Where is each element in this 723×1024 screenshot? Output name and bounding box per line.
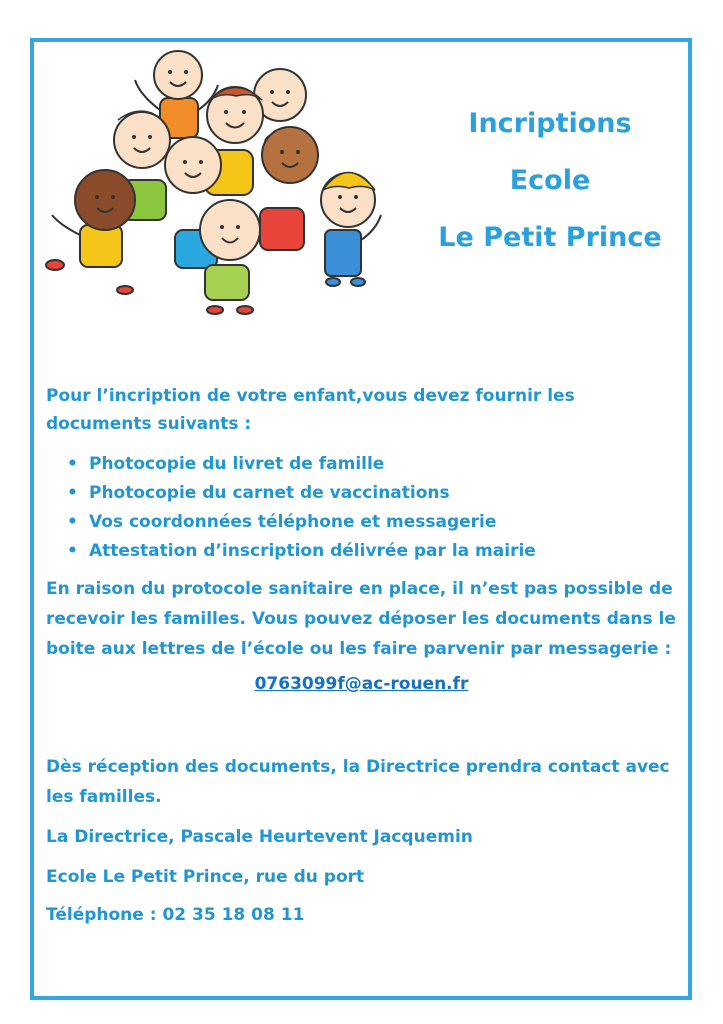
list-item: • Vos coordonnées téléphone et messagerie bbox=[65, 508, 665, 537]
school-address: Ecole Le Petit Prince, rue du port bbox=[46, 867, 365, 887]
director-signature: La Directrice, Pascale Heurtevent Jacquemin bbox=[46, 827, 473, 847]
email-link[interactable]: 0763099f@ac-rouen.fr bbox=[254, 674, 469, 694]
list-item: • Photocopie du livret de famille bbox=[65, 450, 665, 479]
contact-note: Dès réception des documents, la Directrice prendra contact avec les familles. bbox=[46, 757, 670, 807]
phone-number: Téléphone : 02 35 18 08 11 bbox=[46, 905, 305, 925]
title-line-3: Le Petit Prince bbox=[438, 222, 662, 253]
list-item: • Attestation d’inscription délivrée par la mairie bbox=[65, 537, 665, 566]
title-line-2: Ecole bbox=[509, 165, 591, 196]
email-line bbox=[0, 674, 723, 694]
list-item: • Photocopie du carnet de vaccinations bbox=[65, 479, 665, 508]
notice-text: En raison du protocole sanitaire en place, il n’est pas possible de recevoir les familles. Vous pouvez déposer les documents dans le boite aux lettres de l’école ou les faire parvenir par messagerie : bbox=[46, 579, 676, 659]
intro-text: Pour l’incription de votre enfant,vous devez fournir les documents suivants : bbox=[46, 386, 575, 434]
title-line-1: Incriptions bbox=[468, 108, 632, 139]
page-title bbox=[400, 95, 700, 266]
documents-list bbox=[65, 450, 665, 566]
children-illustration bbox=[40, 40, 395, 315]
